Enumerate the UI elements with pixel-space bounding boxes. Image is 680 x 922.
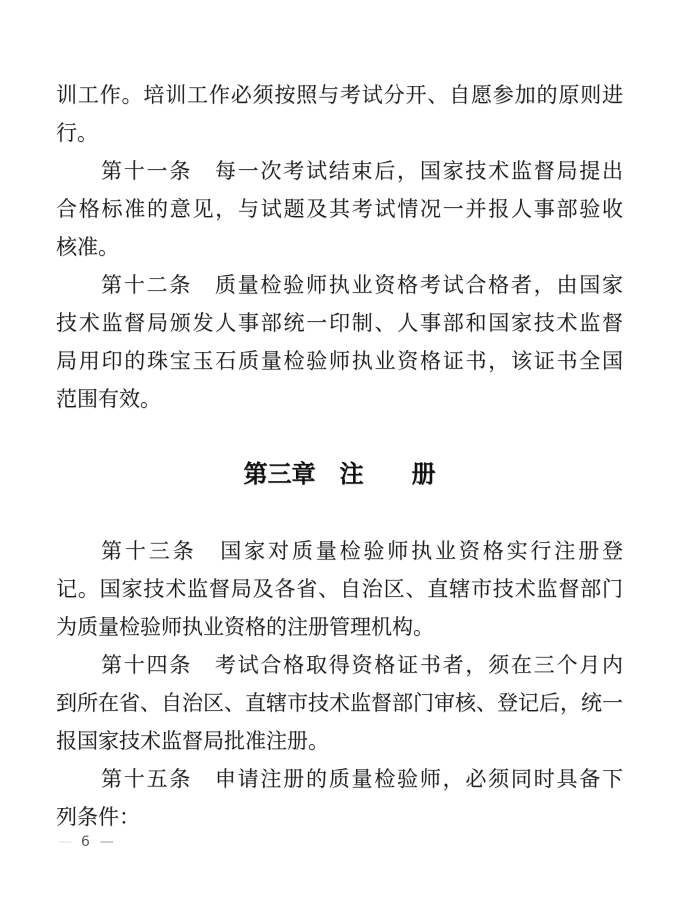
text-line: 报国家技术监督局批准注册。 — [56, 729, 329, 753]
footer-right-dash: — — [99, 834, 114, 850]
article-13-start-line: 第十三条 国家对质量检验师执业资格实行注册登 — [101, 539, 623, 563]
text-line: 到所在省、自治区、直辖市技术监督部门审核、登记后，统一 — [56, 691, 623, 715]
chapter-heading: 第三章 注 册 — [243, 462, 436, 488]
text-line: 训工作。培训工作必须按照与考试分开、自愿参加的原则进 — [56, 83, 623, 107]
blank-line — [56, 494, 623, 532]
text-line: 列条件： — [56, 805, 140, 829]
text-line: 为质量检验师执业资格的注册管理机构。 — [56, 615, 434, 639]
text-line: 记。国家技术监督局及各省、自治区、直辖市技术监督部门 — [56, 577, 623, 601]
page-footer — [58, 832, 114, 852]
document-body — [56, 76, 623, 836]
article-11-start-line: 第十一条 每一次考试结束后，国家技术监督局提出 — [101, 159, 623, 183]
article-15-start-line: 第十五条 申请注册的质量检验师，必须同时具备下 — [101, 767, 623, 791]
page-number: 6 — [81, 834, 91, 850]
blank-line — [56, 418, 623, 456]
text-line: 合格标准的意见，与试题及其考试情况一并报人事部验收 — [56, 197, 623, 221]
article-12-start-line: 第十二条 质量检验师执业资格考试合格者，由国家 — [101, 273, 623, 297]
article-14-start-line: 第十四条 考试合格取得资格证书者，须在三个月内 — [101, 653, 623, 677]
text-line: 范围有效。 — [56, 387, 161, 411]
text-line: 局用印的珠宝玉石质量检验师执业资格证书，该证书全国 — [56, 349, 623, 373]
text-line: 行。 — [56, 121, 98, 145]
footer-left-dash: — — [58, 834, 72, 850]
text-line: 核准。 — [56, 235, 119, 259]
text-line: 技术监督局颁发人事部统一印制、人事部和国家技术监督 — [56, 311, 623, 335]
